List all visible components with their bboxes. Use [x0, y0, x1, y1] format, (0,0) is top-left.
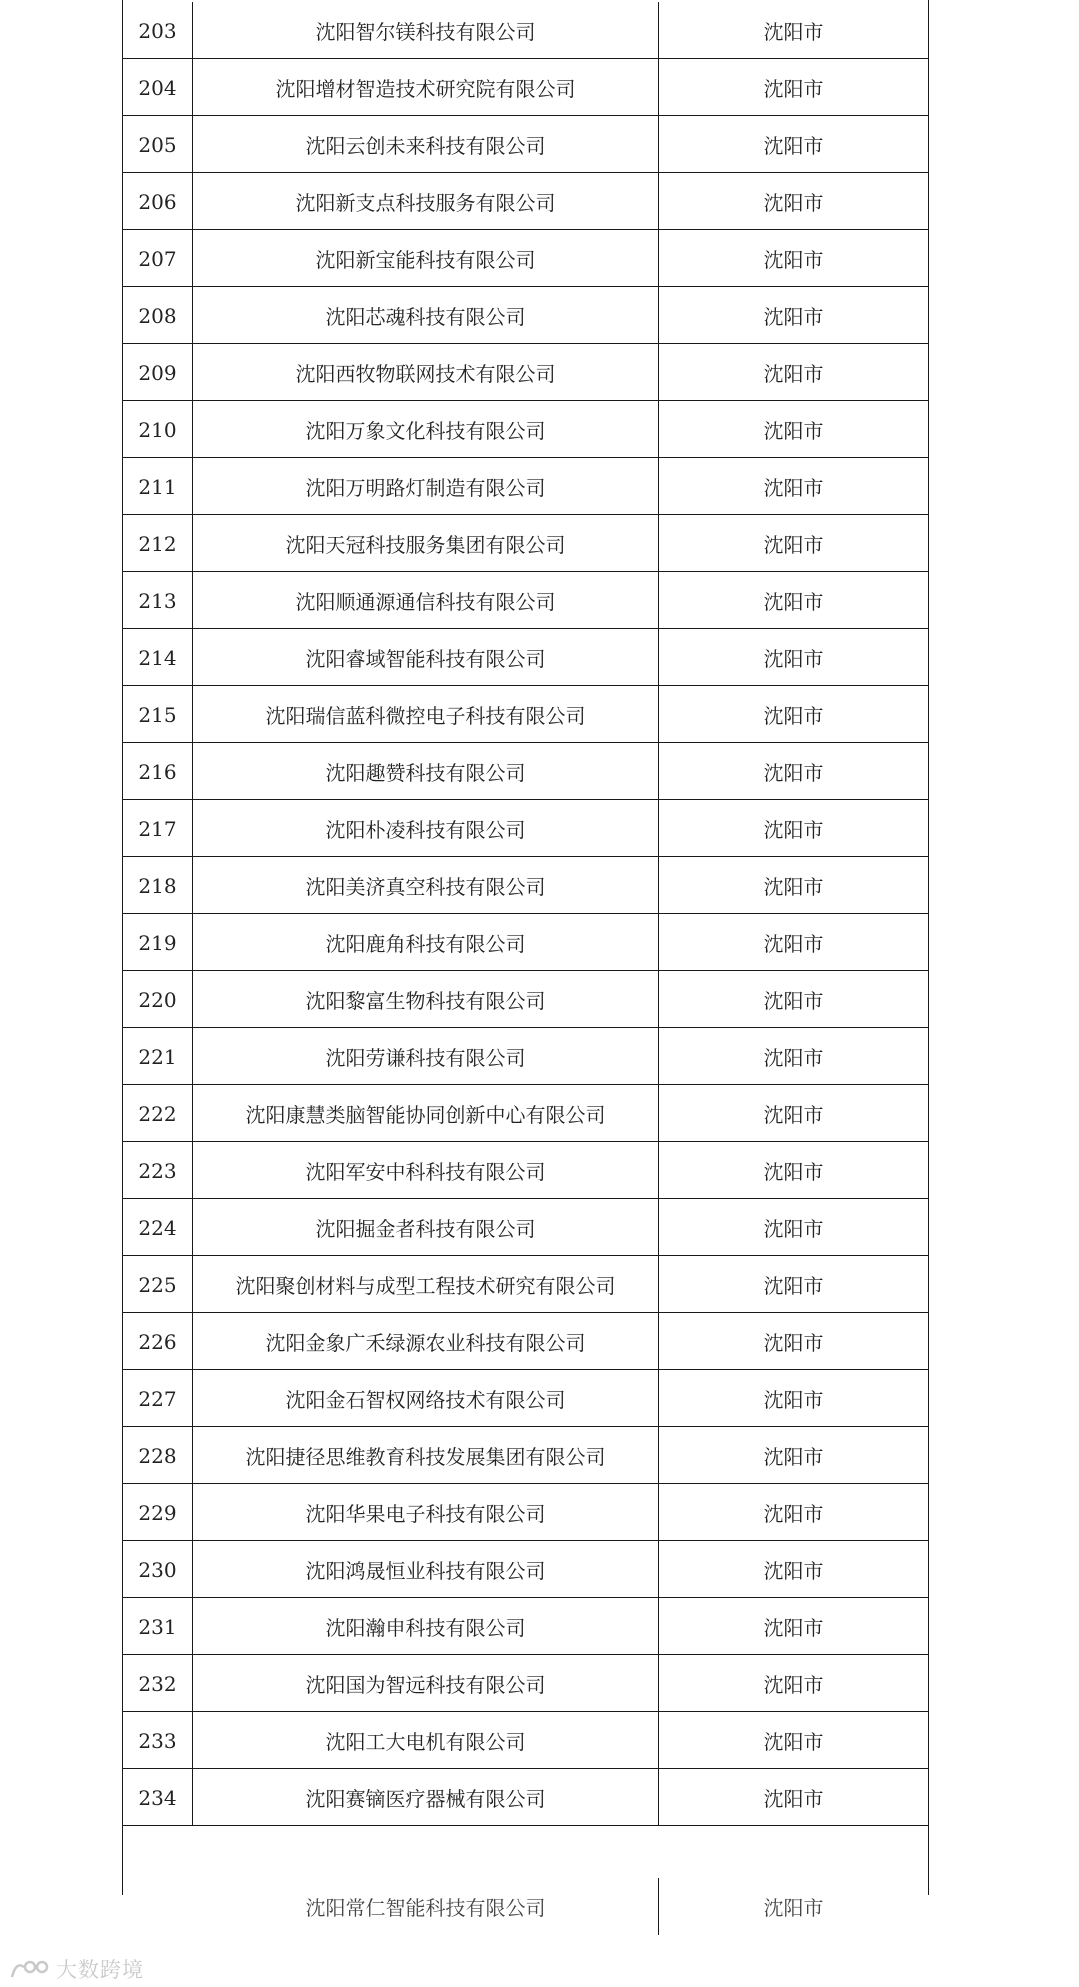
- row-number-cell: 205: [123, 116, 193, 173]
- company-table: [122, 0, 929, 1920]
- row-number-cell: 225: [123, 1256, 193, 1313]
- row-number-cell: 221: [123, 1028, 193, 1085]
- table-row: [123, 1484, 928, 1541]
- city-cell: 沈阳市: [763, 1559, 824, 1583]
- city-cell: 沈阳市: [763, 989, 824, 1013]
- table-row: [123, 59, 928, 116]
- company-name-cell: 沈阳华果电子科技有限公司: [193, 1484, 659, 1541]
- watermark-logo-icon: [10, 1957, 52, 1981]
- city-cell: 沈阳市: [763, 875, 824, 899]
- company-name-cell: 沈阳鹿角科技有限公司: [193, 914, 659, 971]
- row-number-cell: 215: [123, 686, 193, 743]
- row-number-cell: 211: [123, 458, 193, 515]
- table-row: [123, 1256, 928, 1313]
- row-number-cell: 234: [123, 1769, 193, 1826]
- city-cell: 沈阳市: [763, 761, 824, 785]
- company-name-cell: 沈阳新支点科技服务有限公司: [193, 173, 659, 230]
- company-name-cell: 沈阳天冠科技服务集团有限公司: [193, 515, 659, 572]
- table-row: [123, 1769, 928, 1826]
- city-cell: 沈阳市: [763, 1787, 824, 1811]
- table-row: [123, 401, 928, 458]
- row-number-cell: 217: [123, 800, 193, 857]
- row-number-cell: 231: [123, 1598, 193, 1655]
- row-number-cell: 212: [123, 515, 193, 572]
- city-cell: 沈阳市: [763, 362, 824, 386]
- row-number-cell: 227: [123, 1370, 193, 1427]
- company-name-cell: 沈阳万明路灯制造有限公司: [193, 458, 659, 515]
- table-row: [123, 1085, 928, 1142]
- company-name-cell: 沈阳赛镝医疗器械有限公司: [193, 1769, 659, 1826]
- table-row: [123, 515, 928, 572]
- city-cell: 沈阳市: [763, 1217, 824, 1241]
- company-name-cell: 沈阳美济真空科技有限公司: [193, 857, 659, 914]
- company-name-cell: 沈阳新宝能科技有限公司: [193, 230, 659, 287]
- company-name-cell: 沈阳捷径思维教育科技发展集团有限公司: [193, 1427, 659, 1484]
- table-row: [123, 458, 928, 515]
- city-cell: 沈阳市: [763, 248, 824, 272]
- table-row: [123, 914, 928, 971]
- row-number-cell: 216: [123, 743, 193, 800]
- company-name-cell: 沈阳云创未来科技有限公司: [193, 116, 659, 173]
- table-row: [123, 857, 928, 914]
- row-number-cell: 223: [123, 1142, 193, 1199]
- table-row: [123, 230, 928, 287]
- table-row: [123, 1142, 928, 1199]
- partial-table-row: [123, 1878, 928, 1935]
- city-cell: 沈阳市: [763, 533, 824, 557]
- row-number-cell: 210: [123, 401, 193, 458]
- table-row: [123, 686, 928, 743]
- company-name-cell: 沈阳黎富生物科技有限公司: [193, 971, 659, 1028]
- city-cell: 沈阳市: [763, 932, 824, 956]
- city-cell: 沈阳市: [763, 818, 824, 842]
- table-row: [123, 1712, 928, 1769]
- row-number-cell: 218: [123, 857, 193, 914]
- city-cell: 沈阳市: [763, 1673, 824, 1697]
- company-name-cell: 沈阳瀚申科技有限公司: [193, 1598, 659, 1655]
- city-cell: 沈阳市: [763, 1331, 824, 1355]
- table-row: [123, 800, 928, 857]
- city-cell: 沈阳市: [763, 1896, 824, 1920]
- city-cell: 沈阳市: [763, 1616, 824, 1640]
- company-name-cell: 沈阳掘金者科技有限公司: [193, 1199, 659, 1256]
- city-cell: 沈阳市: [763, 1046, 824, 1070]
- table-row: [123, 287, 928, 344]
- company-name-cell: 沈阳睿域智能科技有限公司: [193, 629, 659, 686]
- company-name-cell: 沈阳国为智远科技有限公司: [193, 1655, 659, 1712]
- table-row: [123, 572, 928, 629]
- company-name-cell: 沈阳趣赞科技有限公司: [193, 743, 659, 800]
- city-cell: 沈阳市: [763, 704, 824, 728]
- row-number-cell: 206: [123, 173, 193, 230]
- table-row: [123, 743, 928, 800]
- city-cell: 沈阳市: [763, 590, 824, 614]
- city-cell: 沈阳市: [763, 1502, 824, 1526]
- table-row: [123, 1370, 928, 1427]
- company-name-cell: 沈阳金象广禾绿源农业科技有限公司: [193, 1313, 659, 1370]
- table-row: [123, 629, 928, 686]
- city-cell: 沈阳市: [763, 419, 824, 443]
- company-name-cell: 沈阳万象文化科技有限公司: [193, 401, 659, 458]
- table-row: [123, 1313, 928, 1370]
- city-cell: 沈阳市: [763, 1388, 824, 1412]
- company-name-cell: 沈阳芯魂科技有限公司: [193, 287, 659, 344]
- table-row: [123, 1199, 928, 1256]
- company-name-cell: 沈阳常仁智能科技有限公司: [193, 1878, 659, 1935]
- company-name-cell: 沈阳聚创材料与成型工程技术研究有限公司: [193, 1256, 659, 1313]
- city-cell: 沈阳市: [763, 1445, 824, 1469]
- city-cell: 沈阳市: [763, 134, 824, 158]
- city-cell: 沈阳市: [763, 647, 824, 671]
- company-name-cell: 沈阳增材智造技术研究院有限公司: [193, 59, 659, 116]
- row-number-cell: 220: [123, 971, 193, 1028]
- row-number-cell: 207: [123, 230, 193, 287]
- city-cell: 沈阳市: [763, 1274, 824, 1298]
- row-number-cell: 208: [123, 287, 193, 344]
- table-row: [123, 1028, 928, 1085]
- table-row: [123, 173, 928, 230]
- company-name-cell: 沈阳康慧类脑智能协同创新中心有限公司: [193, 1085, 659, 1142]
- watermark-text: 大数跨境: [56, 1958, 144, 1982]
- city-cell: 沈阳市: [763, 20, 824, 44]
- row-number-cell: 219: [123, 914, 193, 971]
- table-row: [123, 1541, 928, 1598]
- company-name-cell: 沈阳瑞信蓝科微控电子科技有限公司: [193, 686, 659, 743]
- city-cell: 沈阳市: [763, 191, 824, 215]
- city-cell: 沈阳市: [763, 1103, 824, 1127]
- table-row: [123, 2, 928, 59]
- row-number-cell: 230: [123, 1541, 193, 1598]
- company-name-cell: 沈阳鸿晟恒业科技有限公司: [193, 1541, 659, 1598]
- row-number-cell: 232: [123, 1655, 193, 1712]
- table-row: [123, 1655, 928, 1712]
- row-number-cell: 226: [123, 1313, 193, 1370]
- row-number-cell: 214: [123, 629, 193, 686]
- row-number-cell: 229: [123, 1484, 193, 1541]
- city-cell: 沈阳市: [763, 476, 824, 500]
- table-row: [123, 344, 928, 401]
- row-number-cell: 209: [123, 344, 193, 401]
- row-number-cell: 228: [123, 1427, 193, 1484]
- table-row: [123, 116, 928, 173]
- row-number-cell: 203: [123, 2, 193, 59]
- city-cell: 沈阳市: [763, 1160, 824, 1184]
- city-cell: 沈阳市: [763, 77, 824, 101]
- company-name-cell: 沈阳顺通源通信科技有限公司: [193, 572, 659, 629]
- row-number-cell: 233: [123, 1712, 193, 1769]
- row-number-cell: 222: [123, 1085, 193, 1142]
- table-row: [123, 1598, 928, 1655]
- watermark: [10, 1954, 144, 1984]
- city-cell: 沈阳市: [763, 305, 824, 329]
- company-name-cell: 沈阳军安中科科技有限公司: [193, 1142, 659, 1199]
- company-name-cell: 沈阳朴凌科技有限公司: [193, 800, 659, 857]
- company-name-cell: 沈阳智尔镁科技有限公司: [193, 2, 659, 59]
- row-number-cell: 224: [123, 1199, 193, 1256]
- company-name-cell: 沈阳劳谦科技有限公司: [193, 1028, 659, 1085]
- row-number-cell: 204: [123, 59, 193, 116]
- table-row: [123, 1427, 928, 1484]
- company-name-cell: 沈阳金石智权网络技术有限公司: [193, 1370, 659, 1427]
- city-cell: 沈阳市: [763, 1730, 824, 1754]
- row-number-cell: 213: [123, 572, 193, 629]
- company-name-cell: 沈阳西牧物联网技术有限公司: [193, 344, 659, 401]
- table-row: [123, 971, 928, 1028]
- company-name-cell: 沈阳工大电机有限公司: [193, 1712, 659, 1769]
